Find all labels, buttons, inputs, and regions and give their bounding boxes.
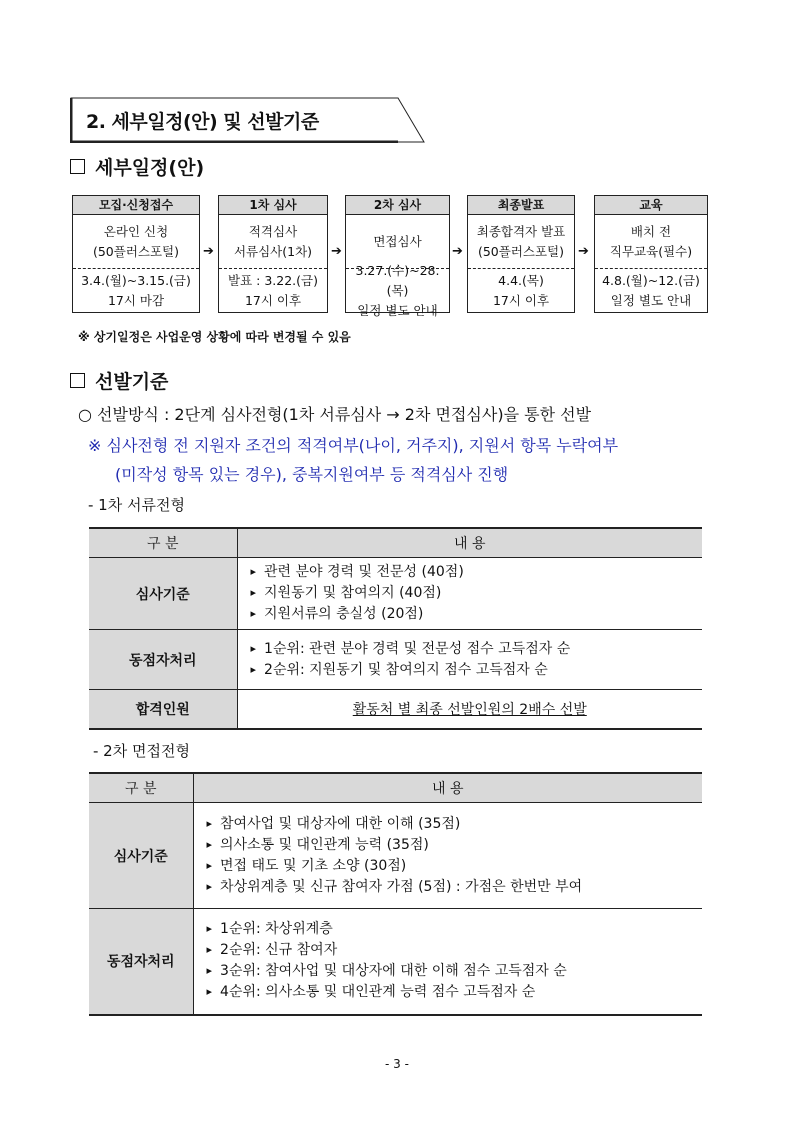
step-date: 일정 별도 안내 [610,292,692,308]
list-item: ▸ 지원동기 및 참여의지 (40점) [251,583,702,604]
row-label: 심사기준 [89,558,237,630]
arrow-right-icon: ➔ [203,244,214,259]
checkbox-square-icon [70,373,85,388]
step-body-line: 적격심사 [248,223,298,239]
step-date: 3.4.(월)~3.15.(금) [81,272,191,288]
list-item: ▸ 2순위: 신규 참여자 [207,940,702,961]
list-item: ▸ 참여사업 및 대상자에 대한 이해 (35점) [207,814,702,835]
step-date: 4.8.(월)~12.(금) [602,272,700,288]
schedule-heading-text: 세부일정(안) [95,157,205,179]
method-note-line-1: ※ 심사전형 전 지원자 조건의 적격여부(나이, 거주지), 지원서 항목 누락여부 [88,436,619,455]
checkbox-square-icon [70,159,85,174]
row-label: 합격인원 [89,690,237,729]
step-body-line: 서류심사(1차) [233,243,313,259]
step-body-line: 면접심사 [373,233,422,249]
table-col-header: 내 용 [237,528,702,558]
method-line: ○ 선발방식 : 2단계 심사전형(1차 서류심사 → 2차 면접심사)을 통한 선발 [78,405,592,424]
step-body-line: 온라인 신청 [103,223,169,239]
stage1-label: - 1차 서류전형 [88,496,185,514]
table-row [89,630,702,690]
step-date: 17시 마감 [107,292,165,308]
table-col-header: 내 용 [193,773,702,803]
stage1-table [89,527,702,730]
list-item: ▸ 4순위: 의사소통 및 대인관계 능력 점수 고득점자 순 [207,982,702,1003]
list-item: ▸ 관련 분야 경력 및 전문성 (40점) [251,562,702,583]
arrow-right-icon: ➔ [452,244,463,259]
step-body-line: (50플러스포털) [92,243,180,259]
step-header: 모집·신청접수 [73,196,199,215]
list-item: ▸ 의사소통 및 대인관계 능력 (35점) [207,835,702,856]
step-header: 교육 [595,196,707,215]
step-body-line: 직무교육(필수) [609,243,693,259]
criteria-heading [70,367,168,394]
schedule-step-5 [594,195,708,313]
schedule-step-4 [467,195,575,313]
row-label: 동점자처리 [89,909,193,1015]
step-body-line: 최종합격자 발표 [476,223,566,239]
step-date: 3.27.(수)~28.(목) [355,262,440,298]
step-date: 17시 이후 [244,292,302,308]
schedule-step-2 [218,195,328,313]
page-number: - 3 - [385,1057,409,1071]
list-item: ▸ 1순위: 관련 분야 경력 및 전문성 점수 고득점자 순 [251,639,702,660]
step-date: 4.4.(목) [498,272,544,288]
step-header: 최종발표 [468,196,574,215]
row-label: 심사기준 [89,803,193,909]
pass-text: 활동처 별 최종 선발인원의 2배수 선발 [352,701,587,718]
method-note-line-2: (미작성 항목 있는 경우), 중복지원여부 등 적격심사 진행 [115,465,509,484]
step-header: 2차 심사 [346,196,449,215]
stage2-label: - 2차 면접전형 [93,742,190,760]
list-item: ▸ 3순위: 참여사업 및 대상자에 대한 이해 점수 고득점자 순 [207,961,702,982]
step-body-line: 배치 전 [630,223,672,239]
list-item: ▸ 면접 태도 및 기초 소양 (30점) [207,856,702,877]
list-item: ▸ 1순위: 차상위계층 [207,919,702,940]
schedule-note: ※ 상기일정은 사업운영 상황에 따라 변경될 수 있음 [78,330,351,344]
list-item: ▸ 차상위계층 및 신규 참여자 가점 (5점) : 가점은 한번만 부여 [207,877,702,898]
step-date: 17시 이후 [492,292,550,308]
table-col-header: 구 분 [89,773,193,803]
row-label: 동점자처리 [89,630,237,690]
schedule-heading [70,153,204,180]
list-item: ▸ 2순위: 지원동기 및 참여의지 점수 고득점자 순 [251,660,702,681]
table-col-header: 구 분 [89,528,237,558]
section-header [70,97,425,143]
step-header: 1차 심사 [219,196,327,215]
step-date: 발표 : 3.22.(금) [228,272,318,288]
step-date: 일정 별도 안내 [357,302,438,318]
table-row [89,690,702,729]
criteria-heading-text: 선발기준 [95,371,169,393]
list-item: ▸ 지원서류의 충실성 (20점) [251,604,702,625]
arrow-right-icon: ➔ [331,244,342,259]
table-row [89,558,702,630]
schedule-step-1 [72,195,200,313]
step-body-line: (50플러스포털) [477,243,565,259]
section-title: 2. 세부일정(안) 및 선발기준 [86,111,319,133]
stage2-table [89,772,702,1016]
schedule-step-3 [345,195,450,318]
table-row [89,803,702,909]
arrow-right-icon: ➔ [578,244,589,259]
table-row [89,909,702,1015]
